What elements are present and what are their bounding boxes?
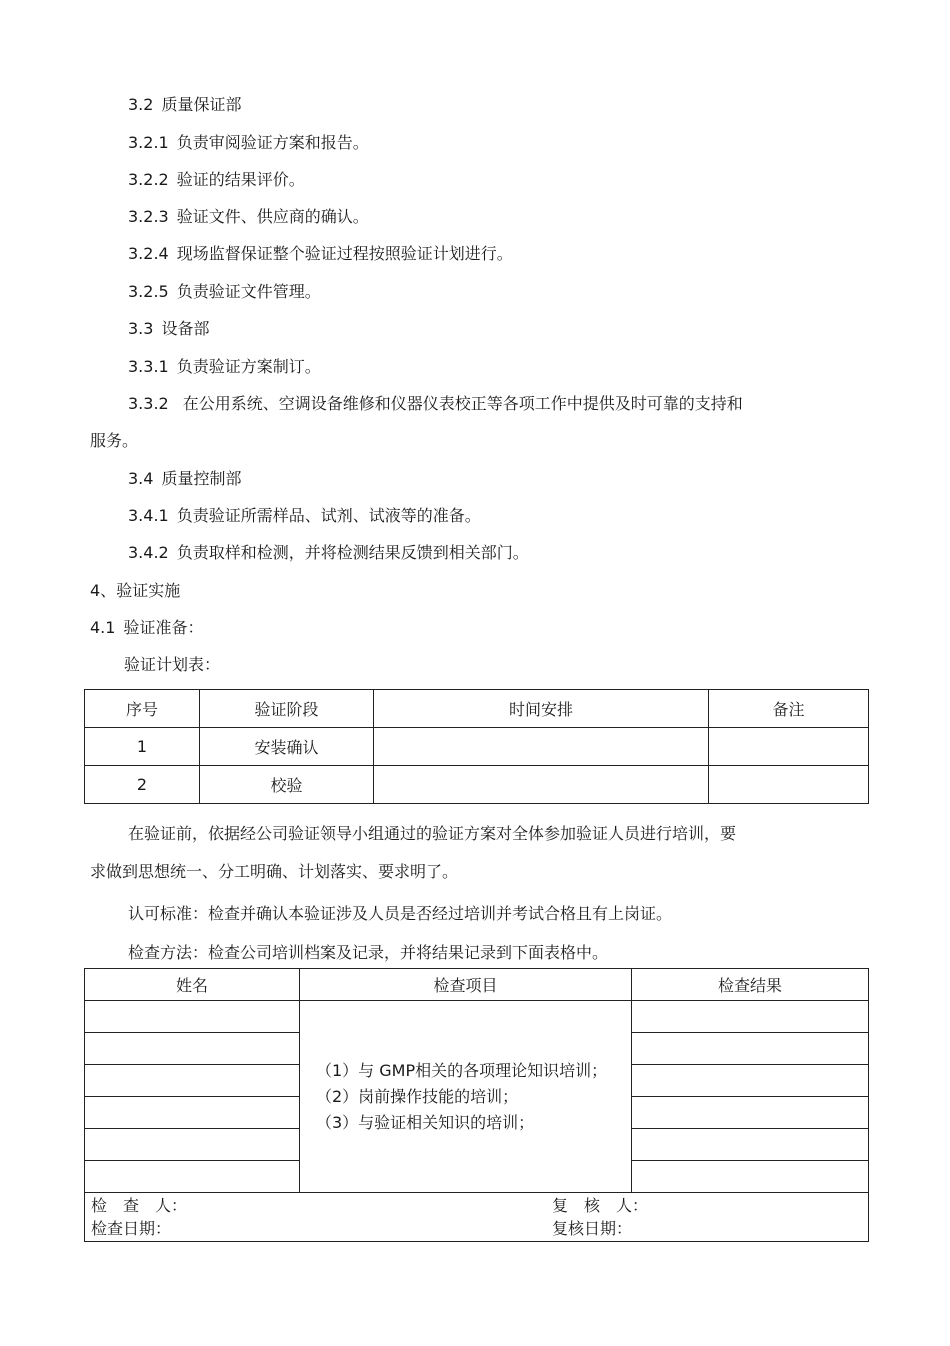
section-number: 3.3.1 <box>128 357 169 376</box>
check-item: （1）与 GMP相关的各项理论知识培训； <box>316 1060 608 1080</box>
section-number: 3.2.4 <box>128 244 169 263</box>
row-number: 2 <box>85 766 200 804</box>
result-cell <box>632 1033 869 1065</box>
table-row <box>85 728 869 766</box>
section-text: 现场监督保证整个验证过程按照验证计划进行。 <box>176 244 513 263</box>
row-time <box>374 766 709 804</box>
section-text: 负责审阅验证方案和报告。 <box>176 133 369 152</box>
section-number: 3.2.3 <box>128 207 169 226</box>
section-text: 在公用系统、空调设备维修和仪器仪表校正等各项工作中提供及时可靠的支持和 <box>182 394 743 413</box>
verification-plan-table <box>84 689 869 804</box>
section-number: 3.3 <box>128 319 154 338</box>
check-item: （3）与验证相关知识的培训； <box>316 1112 535 1132</box>
section-number: 3.3.2 <box>128 394 169 413</box>
row-time <box>374 728 709 766</box>
section-number: 3.4.2 <box>128 543 169 562</box>
row-number: 1 <box>85 728 200 766</box>
header-cell: 备注 <box>709 690 869 728</box>
checker-label: 检 查 人： <box>91 1196 188 1215</box>
section-3-2-1 <box>128 133 369 153</box>
section-3-2-5 <box>128 282 321 302</box>
training-paragraph-line-1: 在验证前，依据经公司验证领导小组通过的验证方案对全体参加验证人员进行培训，要 <box>128 824 737 843</box>
section-text: 负责验证方案制订。 <box>176 357 321 376</box>
header-cell: 序号 <box>85 690 200 728</box>
section-number: 3.2.1 <box>128 133 169 152</box>
section-text: 质量控制部 <box>161 469 242 488</box>
reviewer-label: 复 核 人： <box>552 1196 649 1215</box>
section-text: 设备部 <box>161 319 210 338</box>
row-note <box>709 766 869 804</box>
check-items-cell <box>300 1001 632 1193</box>
table-header-row <box>85 690 869 728</box>
section-number: 3.4.1 <box>128 506 169 525</box>
name-cell <box>85 1033 300 1065</box>
result-cell <box>632 1129 869 1161</box>
result-cell <box>632 1097 869 1129</box>
signature-cell <box>85 1193 869 1242</box>
result-cell <box>632 1161 869 1193</box>
signature-row <box>85 1193 869 1242</box>
name-cell <box>85 1097 300 1129</box>
training-paragraph-line-2: 求做到思想统一、分工明确、计划落实、要求明了。 <box>90 862 459 881</box>
section-text: 负责取样和检测，并将检测结果反馈到相关部门。 <box>176 543 529 562</box>
section-3-2-4 <box>128 244 513 264</box>
review-date-label: 复核日期： <box>552 1219 633 1238</box>
result-cell <box>632 1065 869 1097</box>
header-cell: 验证阶段 <box>200 690 374 728</box>
section-3-4-1 <box>128 506 481 526</box>
row-note <box>709 728 869 766</box>
section-3-4-2 <box>128 543 529 563</box>
row-stage: 安装确认 <box>200 728 374 766</box>
header-cell: 检查结果 <box>632 969 869 1001</box>
table-row <box>85 766 869 804</box>
section-3-4 <box>128 469 241 489</box>
check-item: （2）岗前操作技能的培训； <box>316 1086 519 1106</box>
section-3-3-2 <box>128 394 743 414</box>
section-text: 验证文件、供应商的确认。 <box>176 207 369 226</box>
section-3-2 <box>128 95 241 115</box>
section-3-3-1 <box>128 357 321 377</box>
check-date-label: 检查日期： <box>91 1219 172 1238</box>
table-row <box>85 1001 869 1033</box>
section-number: 3.2.2 <box>128 170 169 189</box>
section-4-1 <box>90 618 203 638</box>
header-cell: 时间安排 <box>374 690 709 728</box>
section-4 <box>90 581 180 601</box>
section-text: 负责验证文件管理。 <box>176 282 321 301</box>
table-header-row <box>85 969 869 1001</box>
section-3-2-3 <box>128 207 369 227</box>
section-text: 质量保证部 <box>161 95 242 114</box>
section-text: 验证的结果评价。 <box>176 170 305 189</box>
section-3-3 <box>128 319 209 339</box>
name-cell <box>85 1065 300 1097</box>
plan-table-title: 验证计划表： <box>124 655 221 674</box>
row-stage: 校验 <box>200 766 374 804</box>
result-cell <box>632 1001 869 1033</box>
section-3-3-2-continued: 服务。 <box>90 431 139 450</box>
training-check-table <box>84 968 869 1242</box>
inspection-method: 检查方法：检查公司培训档案及记录，并将结果记录到下面表格中。 <box>128 943 609 962</box>
name-cell <box>85 1129 300 1161</box>
section-3-2-2 <box>128 170 305 190</box>
acceptance-criteria: 认可标准：检查并确认本验证涉及人员是否经过培训并考试合格且有上岗证。 <box>128 904 673 923</box>
name-cell <box>85 1001 300 1033</box>
section-text: 验证实施 <box>116 581 181 600</box>
section-text: 负责验证所需样品、试剂、试液等的准备。 <box>176 506 481 525</box>
section-text: 验证准备： <box>123 618 204 637</box>
header-cell: 姓名 <box>85 969 300 1001</box>
section-number: 3.2 <box>128 95 154 114</box>
name-cell <box>85 1161 300 1193</box>
section-number: 3.2.5 <box>128 282 169 301</box>
section-number: 3.4 <box>128 469 154 488</box>
header-cell: 检查项目 <box>300 969 632 1001</box>
section-number: 4、 <box>90 581 117 600</box>
section-number: 4.1 <box>90 618 116 637</box>
